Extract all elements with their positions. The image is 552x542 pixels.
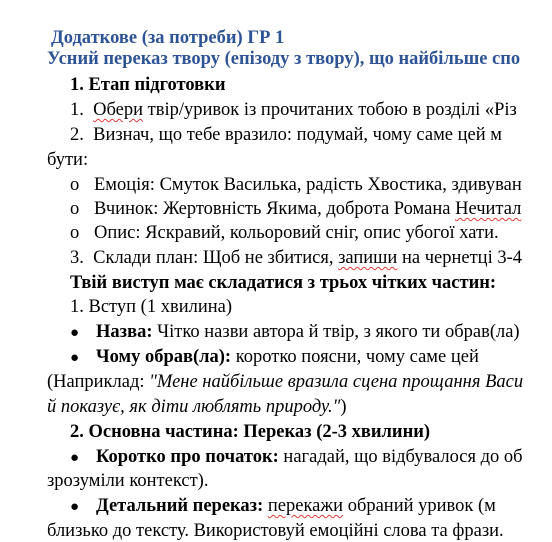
part1-intro: 1. Вступ (1 хвилина) [70,297,232,317]
bullet-detailed-retelling: ● Детальний переказ: перекажи обраний уривок (м [70,496,496,516]
structure-title: Твій виступ має складатися з трьох чітких частин: [70,273,497,293]
bullet-description: o Опис: Яскравий, кольоровий сніг, опис убогої хати. [70,223,499,243]
task-title: Усний переказ твору (епізоду з твору), що найбільше спо [47,49,521,69]
step1-title: 1. Етап підготовки [70,75,226,95]
document-heading: Додаткове (за потреби) ГР 1 [51,28,285,48]
step1-item-1: 1. Обери твір/уривок із прочитаних тобою в розділі «Різ [70,100,517,120]
bullet-title: ● Назва: Чітко назви автора й твір, з якого ти обрав(ла) [70,322,520,342]
bullet-detailed-continuation: близько до тексту. Використовуй емоційні слова та фрази. [47,521,504,541]
bullet-action: o Вчинок: Жертовність Якима, доброта Романа Нечитал [70,199,522,219]
bullet-beginning-continuation: зрозуміли контекст). [47,471,209,491]
bullet-beginning: ● Коротко про початок: нагадай, що відбувалося до об [70,447,523,467]
bullet-why-chosen: ● Чому обрав(ла): коротко поясни, чому саме цей [70,347,479,367]
step1-item-2: 2. Визнач, що тебе вразило: подумай, чому саме цей м [70,125,502,145]
part2-main: 2. Основна частина: Переказ (2-3 хвилини) [70,422,431,442]
step1-item-2-continuation: бути: [47,150,89,170]
step1-item-3: 3. Склади план: Щоб не збитися, запиши на чернетці 3-4 [70,248,522,268]
example-line-2: й показує, як діти люблять природу.") [47,397,347,417]
example-line-1: (Наприклад: "Мене найбільше вразила сцена прощання Васи [47,372,524,392]
bullet-emotion: o Емоція: Смуток Василька, радість Хвостика, здивуван [70,175,522,195]
